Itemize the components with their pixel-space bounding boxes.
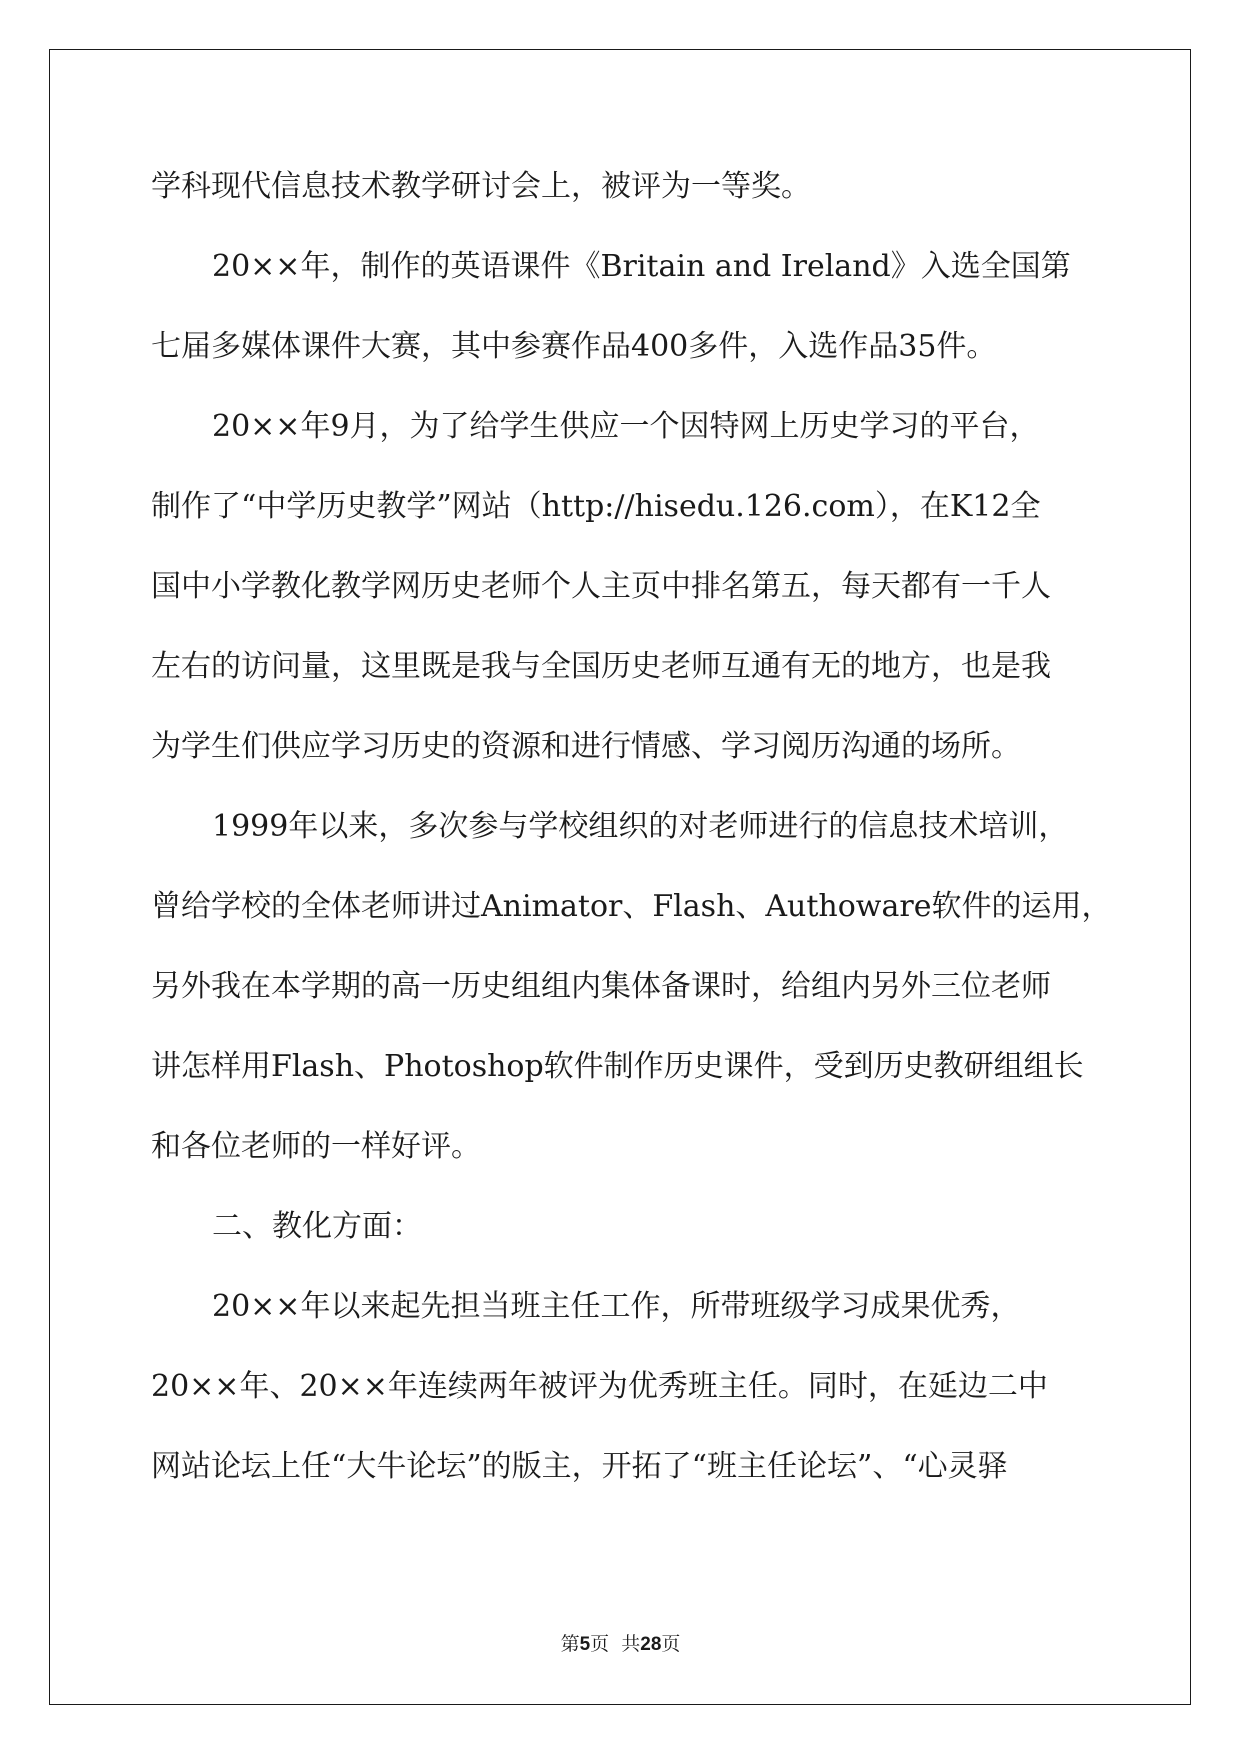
- body-line: 左右的访问量，这里既是我与全国历史老师互通有无的地方，也是我: [151, 649, 1051, 684]
- body-line: 为学生们供应学习历史的资源和进行情感、学习阅历沟通的场所。: [151, 729, 1021, 764]
- body-line: 讲怎样用Flash、Photoshop软件制作历史课件，受到历史教研组组长: [151, 1049, 1084, 1084]
- body-line: 1999年以来，多次参与学校组织的对老师进行的信息技术培训，: [212, 809, 1069, 844]
- body-line: 20××年、20××年连续两年被评为优秀班主任。同时，在延边二中: [151, 1369, 1048, 1404]
- total-pages: 28: [640, 1634, 662, 1655]
- body-line: 20××年以来起先担当班主任工作，所带班级学习成果优秀，: [212, 1289, 1021, 1324]
- body-line: 曾给学校的全体老师讲过Animator、Flash、Authoware软件的运用，: [151, 889, 1112, 924]
- body-line: 制作了“中学历史教学”网站（http://hisedu.126.com），在K12全: [151, 489, 1041, 524]
- page-label-mid: 页 共: [590, 1633, 641, 1655]
- body-line: 20××年，制作的英语课件《Britain and Ireland》入选全国第: [212, 249, 1071, 284]
- body-line: 学科现代信息技术教学研讨会上，被评为一等奖。: [151, 169, 811, 204]
- page-label-prefix: 第: [560, 1633, 580, 1655]
- body-line: 网站论坛上任“大牛论坛”的版主，开拓了“班主任论坛”、“心灵驿: [151, 1449, 1008, 1484]
- body-line: 另外我在本学期的高一历史组组内集体备课时，给组内另外三位老师: [151, 969, 1051, 1004]
- section-heading: 二、教化方面：: [212, 1209, 422, 1244]
- body-line: 国中小学教化教学网历史老师个人主页中排名第五，每天都有一千人: [151, 569, 1051, 604]
- page-footer: [0, 1632, 1241, 1657]
- page-number: 5: [579, 1634, 591, 1655]
- body-line: 和各位老师的一样好评。: [151, 1129, 481, 1164]
- body-line: 七届多媒体课件大赛，其中参赛作品400多件，入选作品35件。: [151, 329, 997, 364]
- body-line: 20××年9月，为了给学生供应一个因特网上历史学习的平台，: [212, 409, 1040, 444]
- page-label-suffix: 页: [661, 1633, 681, 1655]
